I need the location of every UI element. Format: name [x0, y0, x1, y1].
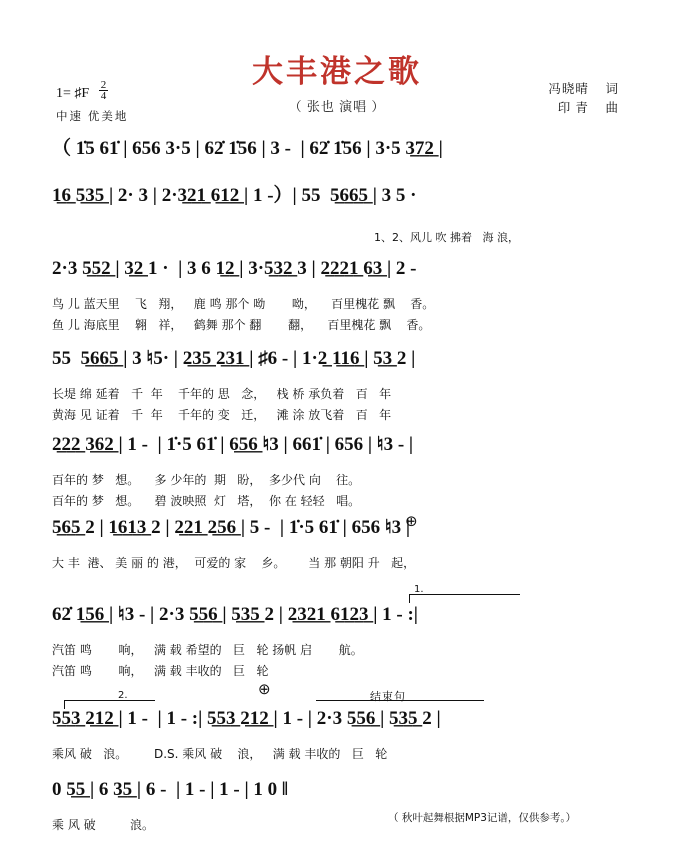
lyric-line-verse1: 百年的 梦 想。 多 少年的 期 盼， 多少代 向 往。	[52, 473, 361, 487]
notation-line: 0 5̲5̲ | 6 3̲5̲ | 6 - | 1 - | 1 - | 1 0 ‖	[52, 779, 289, 800]
notation-line: 2·3 5̲5̲2̲ | 3̲2̲ 1 · | 3 6 1̲2̲ | 3·5̲3̲2̲ 3 | 2̲2̲2̲1̲ 6̲3̲ | 2 -	[52, 258, 417, 279]
key-signature-text: 1= ♯F	[56, 86, 90, 101]
time-signature	[99, 80, 109, 101]
lyric-line: 乘 风 破 浪。	[52, 818, 154, 832]
lyricist-name: 冯晓晴	[548, 82, 589, 96]
notation-line: 5̲6̲5̲ 2 | 1̲6̲1̲3̲ 2 | 2̲2̲1̲ 2̲5̲6̲ | 5 - | 1̇·5 61̇ | 656 ♮3 |	[52, 517, 411, 538]
lyric-line-verse2: 鱼 儿 海底里 翱 祥， 鹤舞 那个 翻 翻， 百里槐花 飘 香。	[52, 318, 431, 332]
lyric-line-verse1: 长堤 绵 延着 千 年 千年的 思 念， 栈 桥 承负着 百 年	[52, 387, 392, 401]
music-system-4	[0, 347, 674, 423]
music-system-3	[0, 258, 674, 333]
composer-credit	[548, 99, 618, 118]
lyric-line: 乘风 破 浪。 D.S. 乘风 破 浪， 满 载 丰收的 巨 轮	[52, 747, 388, 761]
key-signature	[56, 80, 108, 102]
first-ending-bracket	[409, 594, 520, 603]
lyric-line: 1、2、风儿 吹 拂着 海 浪，	[374, 231, 519, 244]
notation-line: （ 1̇5 61̇ | 656 3·5 | 62̇ 1̇56 | 3 - | 62̇ 1̇56 | 3·5 3̲7̲2̲ |	[52, 138, 443, 159]
time-signature-denominator: 4	[100, 90, 107, 102]
lyric-line-verse2: 百年的 梦 想。 碧 波映照 灯 塔， 你 在 轻轻 唱。	[52, 494, 361, 508]
music-system-6	[0, 512, 674, 571]
composer-name: 印 青	[557, 101, 589, 115]
lyric-line: 大 丰 港、 美 丽 的 港， 可爱的 家 乡。 当 那 朝阳 升 起，	[52, 556, 416, 570]
music-system-7	[0, 603, 674, 679]
first-ending-number: 1.	[414, 584, 424, 595]
lyricist-role: 词	[605, 82, 618, 96]
notation-line: 55 5̲6̲6̲5̲ | 3 ♮5· | 2̲3̲5̲ 2̲3̲1̲ | ♯6 - | 1·2̲ 1̲1̲6̲ | 5̲3̲ 2 |	[52, 348, 416, 369]
music-system-5	[0, 433, 674, 509]
lyric-line-verse2: 黄海 见 证着 千 年 千年的 变 迁， 滩 涂 放飞着 百 年	[52, 408, 392, 422]
tempo-marking: 中速 优美地	[56, 111, 129, 123]
notation-line: 5̲5̲3̲ 2̲1̲2̲ | 1 - | 1 - :| 5̲5̲3̲ 2̲1̲2̲ | 1 - | 2·3 5̲5̲6̲ | 5̲3̲5̲ 2 |	[52, 708, 441, 729]
music-system-2	[0, 180, 674, 245]
second-ending-number: 2.	[118, 690, 128, 701]
lyric-line-verse1: 汽笛 鸣 响， 满 载 希望的 巨 轮 扬帆 启 航。	[52, 643, 363, 657]
lyric-line-verse2: 汽笛 鸣 响， 满 载 丰收的 巨 轮	[52, 664, 269, 678]
credits	[548, 80, 618, 118]
notation-line: 62̇ 1̲5̲6̲ | ♮3 - | 2·3 5̲5̲6̲ | 5̲3̲5̲ 2 | 2̲3̲2̲1̲ 6̲1̲2̲3̲ | 1 - :|	[52, 604, 418, 625]
lyric-line-verse1: 鸟 儿 蓝天里 飞 翔， 鹿 鸣 那个 呦 呦， 百里槐花 飘 香。	[52, 297, 435, 311]
coda-icon: ⊕	[258, 682, 271, 698]
music-system-8	[0, 708, 674, 762]
ending-section-label: 结束句	[370, 690, 406, 703]
page-title: 大丰港之歌	[252, 54, 422, 90]
performer-line: （ 张也 演唱 ）	[288, 99, 386, 114]
coda-icon: ⊕	[405, 512, 418, 530]
notation-line: 1̲6̲ 5̲3̲5̲ | 2· 3 | 2·3̲2̲1̲ 6̲1̲2̲ | 1 -）| 55 5̲6̲6̲5̲ | 3 5 ·	[52, 185, 417, 206]
composer-role: 曲	[605, 101, 618, 115]
lyricist-credit	[548, 80, 618, 99]
footnote-text: （ 秋叶起舞根据MP3记谱，仅供参考。）	[388, 812, 577, 824]
time-signature-numerator: 2	[100, 79, 107, 91]
notation-line: 2̲2̲2̲ 3̲6̲2̲ | 1 - | 1̇·5 61̇ | 6̲5̲6̲ ♮3 | 661̇ | 656 | ♮3 - |	[52, 434, 414, 455]
music-system-1	[0, 133, 674, 160]
